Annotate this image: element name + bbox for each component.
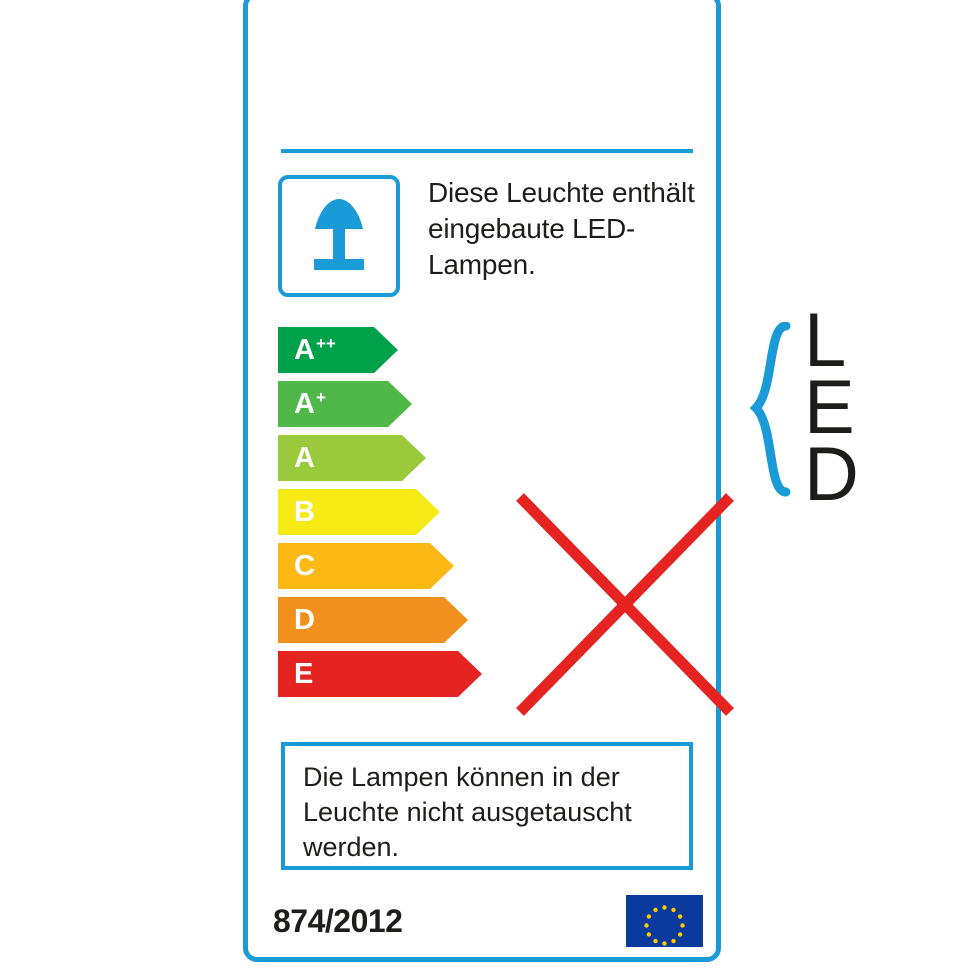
note-box [281, 742, 693, 870]
energy-class-letter: A [294, 441, 315, 474]
energy-class-arrow-a [278, 435, 426, 481]
energy-class-sup: ++ [315, 333, 336, 353]
lamp-icon-box [278, 175, 400, 297]
energy-class-arrow-c [278, 543, 454, 589]
eu-flag [626, 895, 703, 947]
brace-icon [748, 484, 794, 501]
led-letter-l: L [804, 298, 847, 383]
energy-class-letter: A [294, 333, 315, 366]
energy-class-arrow-a-plus [278, 381, 412, 427]
energy-class-arrow-b [278, 489, 440, 535]
lamp-notice-text: Diese Leuchte enthält eingebaute LED-Lampen. [428, 177, 695, 280]
led-letter-d: D [804, 431, 859, 517]
energy-class-row [278, 327, 528, 373]
label-footer [273, 895, 703, 947]
energy-class-letter: B [294, 495, 315, 528]
energy-class-row [278, 543, 528, 589]
energy-class-letter: D [294, 603, 315, 636]
note-text: Die Lampen können in der Leuchte nicht ausgetauscht werden. [303, 762, 632, 863]
energy-class-sup: + [315, 387, 326, 407]
lamp-icon [302, 193, 376, 280]
led-letters [804, 298, 859, 517]
top-divider [281, 149, 693, 153]
energy-label-card [243, 0, 859, 962]
energy-class-row [278, 597, 528, 643]
regulation-number: 874/2012 [273, 902, 403, 939]
led-letter-e: E [804, 364, 855, 450]
energy-class-arrow-e [278, 651, 482, 697]
led-brace-block [748, 298, 888, 517]
energy-class-arrow-d [278, 597, 468, 643]
crossed-out-marker [510, 487, 740, 722]
energy-class-letter: A [294, 387, 315, 420]
energy-class-row [278, 435, 528, 481]
energy-class-row [278, 651, 528, 697]
energy-class-row [278, 489, 528, 535]
energy-class-letter: C [294, 549, 315, 582]
lamp-notice-row [278, 175, 703, 297]
energy-class-scale [278, 327, 528, 705]
energy-class-row [278, 381, 528, 427]
energy-class-letter: E [294, 657, 314, 690]
energy-class-arrow-a-plus-plus [278, 327, 398, 373]
